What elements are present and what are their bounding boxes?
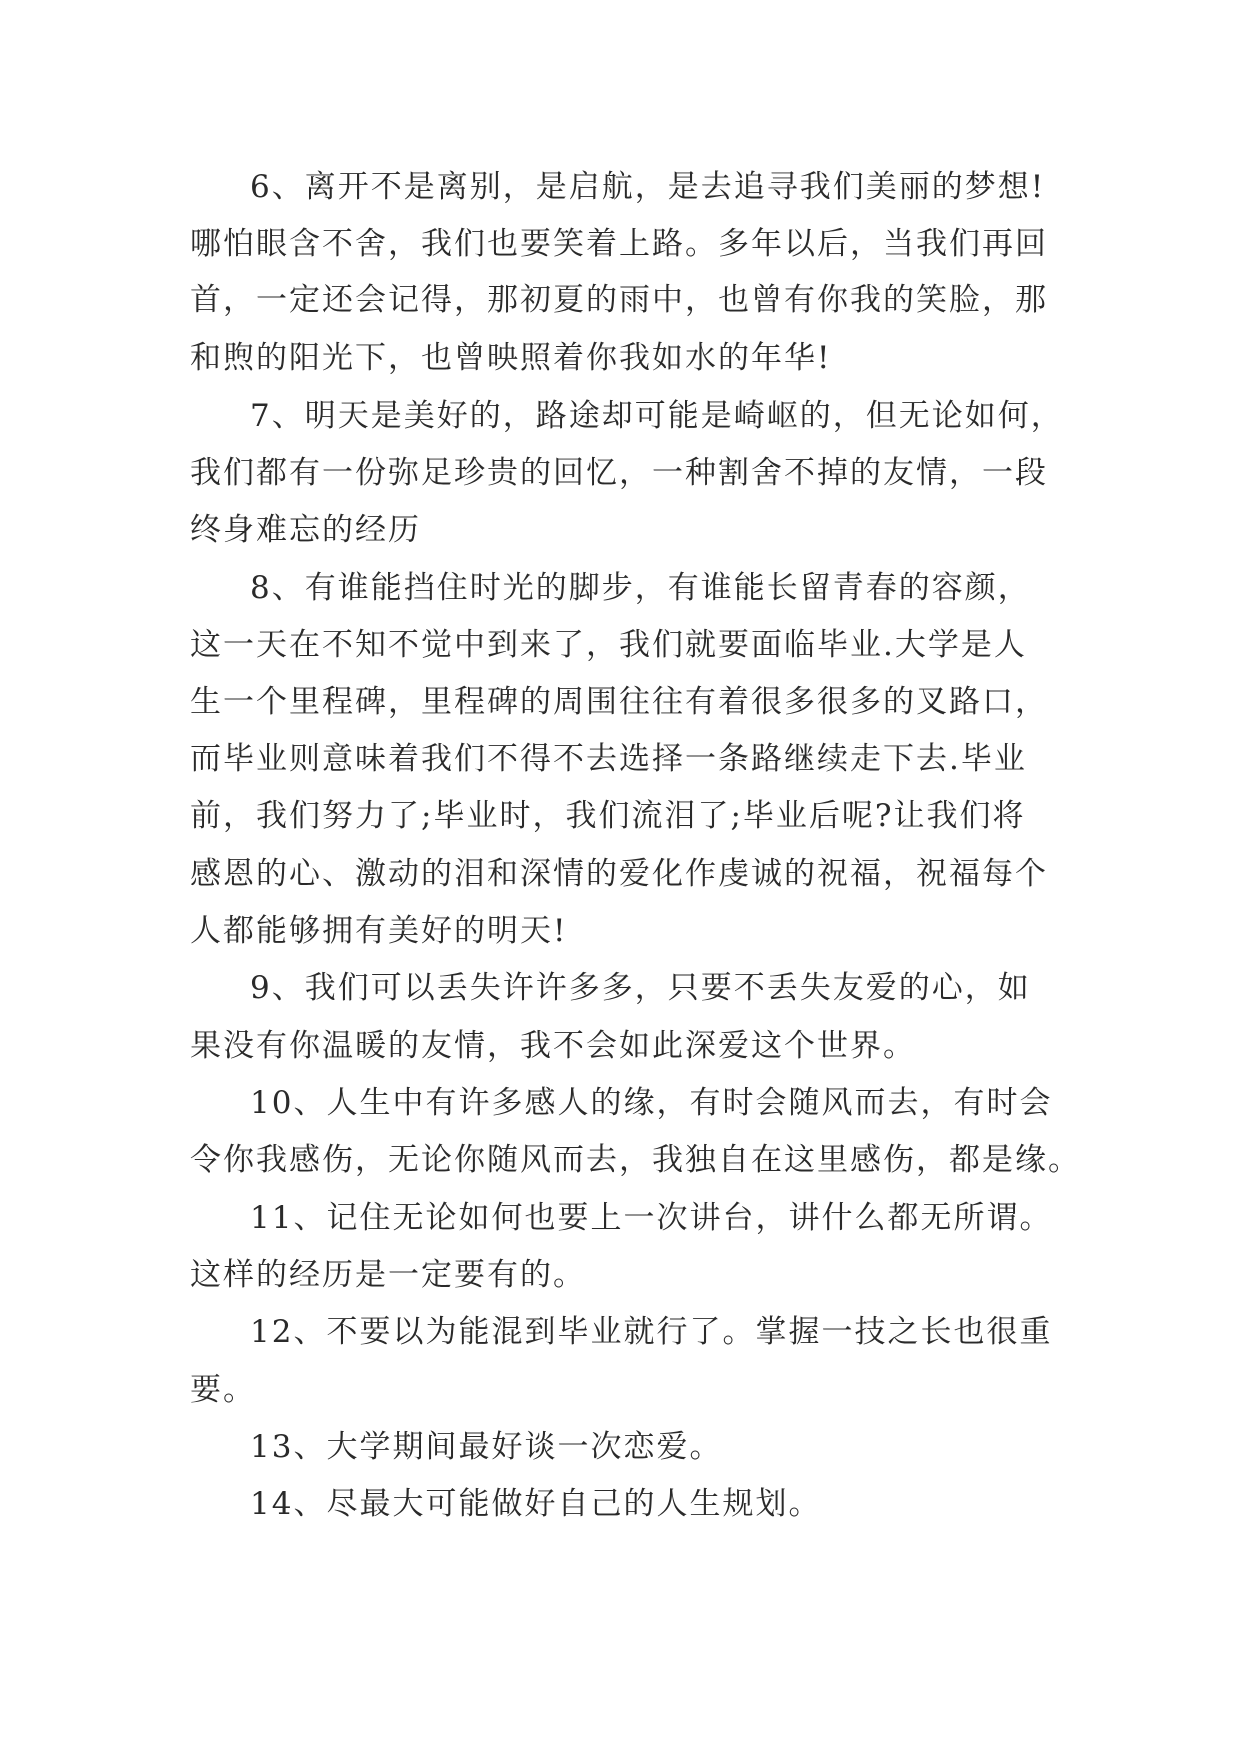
paragraph-8-line-3: 生一个里程碑，里程碑的周围往往有着很多很多的叉路口， <box>190 684 1048 720</box>
paragraph-12-line-2: 要。 <box>190 1372 256 1408</box>
paragraph-6-line-2: 哪怕眼含不舍，我们也要笑着上路。多年以后，当我们再回 <box>190 226 1048 262</box>
paragraph-14-line-1: 14、尽最大可能做好自己的人生规划。 <box>250 1486 822 1522</box>
paragraph-6-line-4: 和煦的阳光下，也曾映照着你我如水的年华! <box>190 340 832 376</box>
paragraph-11-line-1: 11、记住无论如何也要上一次讲台，讲什么都无所谓。 <box>250 1200 1053 1236</box>
paragraph-9-line-2: 果没有你温暖的友情，我不会如此深爱这个世界。 <box>190 1028 916 1064</box>
paragraph-8-line-1: 8、有谁能挡住时光的脚步，有谁能长留青春的容颜， <box>250 570 1031 606</box>
paragraph-8-line-6: 感恩的心、激动的泪和深情的爱化作虔诚的祝福，祝福每个 <box>190 856 1048 892</box>
paragraph-7-line-1: 7、明天是美好的，路途却可能是崎岖的，但无论如何， <box>250 398 1064 434</box>
paragraph-13-line-1: 13、大学期间最好谈一次恋爱。 <box>250 1429 723 1465</box>
paragraph-7-line-2: 我们都有一份弥足珍贵的回忆，一种割舍不掉的友情，一段 <box>190 455 1048 491</box>
paragraph-8-line-7: 人都能够拥有美好的明天! <box>190 913 568 949</box>
paragraph-8-line-2: 这一天在不知不觉中到来了，我们就要面临毕业.大学是人 <box>190 627 1027 663</box>
paragraph-10-line-2: 令你我感伤，无论你随风而去，我独自在这里感伤，都是缘。 <box>190 1142 1081 1178</box>
paragraph-7-line-3: 终身难忘的经历 <box>190 512 421 548</box>
paragraph-6-line-1: 6、离开不是离别，是启航，是去追寻我们美丽的梦想! <box>250 169 1046 205</box>
paragraph-6-line-3: 首，一定还会记得，那初夏的雨中，也曾有你我的笑脸，那 <box>190 282 1048 318</box>
paragraph-10-line-1: 10、人生中有许多感人的缘，有时会随风而去，有时会 <box>250 1085 1053 1121</box>
paragraph-11-line-2: 这样的经历是一定要有的。 <box>190 1257 586 1293</box>
paragraph-8-line-5: 前，我们努力了;毕业时，我们流泪了;毕业后呢?让我们将 <box>190 798 1026 834</box>
paragraph-8-line-4: 而毕业则意味着我们不得不去选择一条路继续走下去.毕业 <box>190 741 1027 777</box>
paragraph-12-line-1: 12、不要以为能混到毕业就行了。掌握一技之长也很重 <box>250 1314 1053 1350</box>
paragraph-9-line-1: 9、我们可以丢失许许多多，只要不丢失友爱的心，如 <box>250 970 1031 1006</box>
